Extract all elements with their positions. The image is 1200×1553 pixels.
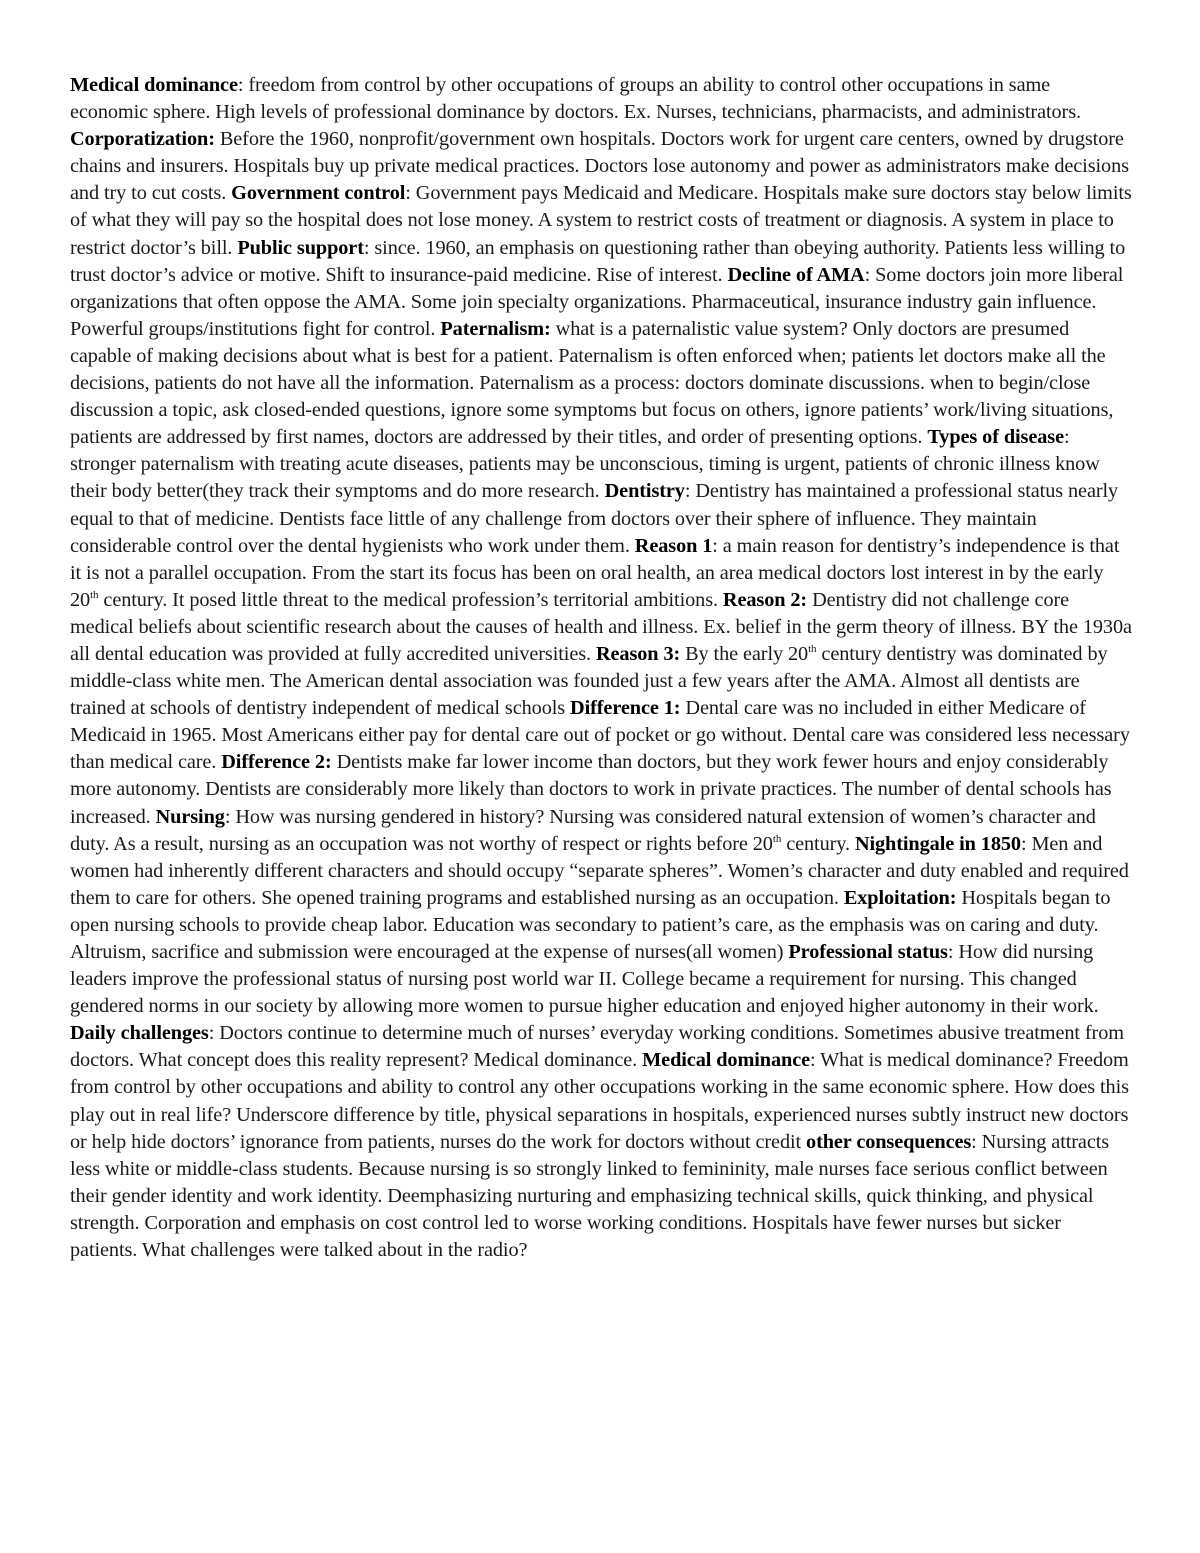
- text-run: By the early 20: [680, 642, 809, 665]
- term-reason-1: Reason 1: [634, 534, 713, 557]
- term-dentistry: Dentistry: [604, 480, 685, 503]
- text-run: : Men and women had inherently different characters and should occupy “separate spheres”. Women’s character and duty enabled and required them to care for others. She opened training programs and established nursing as an occupation.: [70, 832, 1129, 909]
- text-run: : freedom from control by other occupations of groups an ability to control other occupations in same economic sphere. High levels of professional dominance by doctors. Ex. Nurses, technicians, pharmacists, and administrators.: [70, 74, 1081, 124]
- term-decline-of-ama: Decline of AMA: [727, 263, 865, 286]
- text-run: Hospitals began to open nursing schools to provide cheap labor. Education was secondary to patient’s care, as the emphasis was on caring and duty. Altruism, sacrifice and submission were encouraged at the expense of nurses(all women): [70, 886, 1111, 963]
- text-run: : Doctors continue to determine much of nurses’ everyday working conditions. Sometimes abusive treatment from doctors. What concept does this reality represent? Medical dominance.: [70, 1022, 1124, 1072]
- term-medical-dominance: Medical dominance: [70, 74, 238, 96]
- text-run: century.: [781, 832, 855, 855]
- text-run: : What is medical dominance? Freedom from control by other occupations and ability to control any other occupations working in the same economic sphere. How does this play out in real life? Underscore difference by title, physical separations in hospitals, experienced nurses subtly instruct new doctors or help hide doctors’ ignorance from patients, nurses do the work for doctors without credit: [70, 1049, 1129, 1153]
- term-paternalism: Paternalism:: [440, 317, 551, 340]
- text-run: century dentistry was dominated by middle-class white men. The American dental association was founded just a few years after the AMA. Almost all dentists are trained at schools of dentistry independent of medical schools: [70, 642, 1108, 720]
- superscript-th: th: [808, 643, 817, 656]
- text-run: century. It posed little threat to the medical profession’s territorial ambitions.: [98, 588, 723, 611]
- text-run: : Government pays Medicaid and Medicare. Hospitals make sure doctors stay below limits of what they will pay so the hospital does not lose money. A system to restrict costs of treatment or diagnosis. A system in place to restrict doctor’s bill.: [70, 182, 1132, 259]
- text-run: Dentistry did not challenge core medical beliefs about scientific research about the causes of health and illness. Ex. belief in the germ theory of illness. BY the 1930a all dental education was provided at fully accredited universities.: [70, 588, 1132, 665]
- term-nightingale-1850: Nightingale in 1850: [854, 832, 1021, 855]
- text-run: : Dentistry has maintained a professional status nearly equal to that of medicine. Dentists face little of any challenge from doctors over their sphere of influence. They maintain considerable control over the dental hygienists who work under them.: [70, 480, 1119, 557]
- term-daily-challenges: Daily challenges: [70, 1022, 209, 1045]
- text-run: Dentists make far lower income than doctors, but they work fewer hours and enjoy considerably more autonomy. Dentists are considerably more likely than doctors to work in private practices. The number of dental schools has increased.: [70, 751, 1112, 828]
- term-exploitation: Exploitation:: [843, 886, 957, 909]
- term-medical-dominance-2: Medical dominance: [642, 1049, 810, 1072]
- text-run: : How was nursing gendered in history? Nursing was considered natural extension of women’s character and duty. As a result, nursing as an occupation was not worthy of respect or rights before 20: [70, 805, 1096, 855]
- term-government-control: Government control: [231, 182, 406, 205]
- superscript-th: th: [772, 832, 782, 845]
- text-run: Dental care was no included in either Medicare of Medicaid in 1965. Most Americans either pay for dental care out of pocket or go without. Dental care was considered less necessary than medical care.: [70, 697, 1130, 774]
- term-types-of-disease: Types of disease: [927, 426, 1064, 449]
- term-public-support: Public support: [237, 236, 364, 259]
- term-reason-3: Reason 3:: [595, 642, 681, 665]
- notes-paragraph: [70, 72, 1132, 1264]
- text-run: : since. 1960, an emphasis on questioning rather than obeying authority. Patients less willing to trust doctor’s advice or motive. Shift to insurance-paid medicine. Rise of interest.: [70, 236, 1126, 286]
- term-professional-status: Professional status: [788, 941, 948, 963]
- term-other-consequences: other consequences: [806, 1130, 972, 1153]
- term-nursing: Nursing: [155, 805, 225, 828]
- text-run: what is a paternalistic value system? Only doctors are presumed capable of making decisions about what is best for a patient. Paternalism is often enforced when; patients let doctors make all the decisions, patients do not have all the information. Paternalism as a process: doctors dominate discussions. when to begin/close discussion a topic, ask closed-ended questions, ignore some symptoms but focus on others, ignore patients’ work/living situations, patients are addressed by first names, doctors are addressed by their titles, and order of presenting options.: [70, 317, 1114, 449]
- text-run: : stronger paternalism with treating acute diseases, patients may be unconscious, timing is urgent, patients of chronic illness know their body better(they track their symptoms and do more research.: [70, 426, 1100, 503]
- term-difference-2: Difference 2:: [221, 751, 332, 774]
- text-run: : a main reason for dentistry’s independence is that it is not a parallel occupation. From the start its focus has been on oral health, an area medical doctors lost interest in by the early 20: [70, 534, 1120, 611]
- term-corporatization: Corporatization:: [70, 128, 215, 151]
- text-run: : How did nursing leaders improve the professional status of nursing post world war II. College became a requirement for nursing. This changed gendered norms in our society by allowing more women to pursue higher education and enjoyed higher autonomy in their work.: [70, 941, 1099, 1018]
- text-run: Before the 1960, nonprofit/government own hospitals. Doctors work for urgent care centers, owned by drugstore chains and insurers. Hospitals buy up private medical practices. Doctors lose autonomy and power as administrators make decisions and try to cut costs.: [70, 128, 1129, 205]
- term-reason-2: Reason 2:: [722, 588, 808, 611]
- text-run: : Some doctors join more liberal organizations that often oppose the AMA. Some join specialty organizations. Pharmaceutical, insurance industry gain influence. Powerful groups/institutions fight for control.: [70, 263, 1124, 340]
- superscript-th: th: [90, 589, 99, 602]
- term-difference-1: Difference 1:: [570, 697, 681, 720]
- text-run: : Nursing attracts less white or middle-class students. Because nursing is so strongly linked to femininity, male nurses face serious conflict between their gender identity and work identity. Deemphasizing nurturing and emphasizing technical skills, quick thinking, and physical strength. Corporation and emphasis on cost control led to worse working conditions. Hospitals have fewer nurses but sicker patients. What challenges were talked about in the radio?: [70, 1130, 1110, 1262]
